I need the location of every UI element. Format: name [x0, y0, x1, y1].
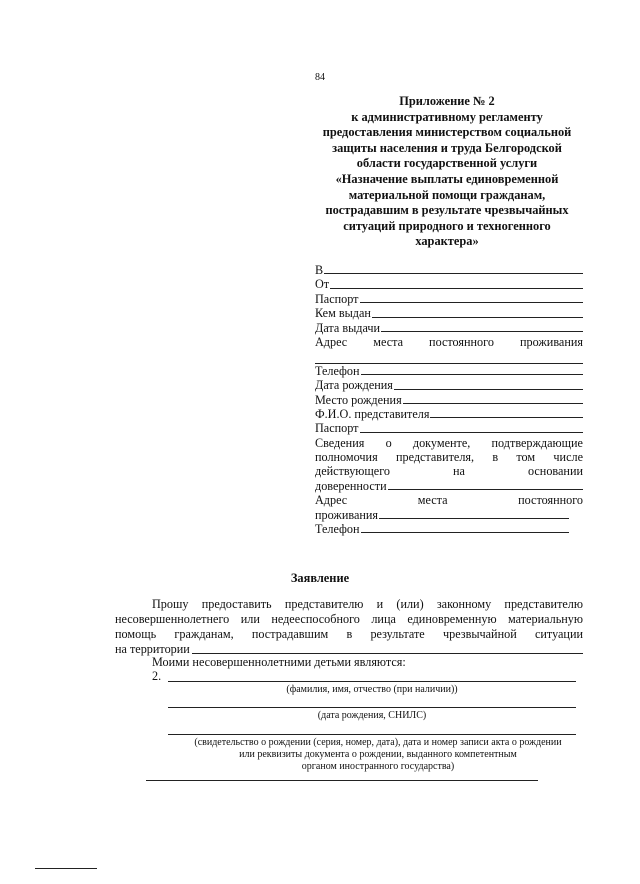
word: полномочия — [315, 450, 378, 465]
word: Адрес — [315, 493, 348, 508]
field-line[interactable] — [324, 273, 583, 274]
field-label: Паспорт — [315, 421, 359, 436]
child-birth-line[interactable] — [168, 707, 576, 708]
field-from[interactable] — [315, 277, 583, 291]
field-line[interactable] — [361, 374, 583, 375]
caption-certificate: органом иностранного государства) — [301, 761, 455, 772]
field-line[interactable] — [360, 432, 584, 433]
field-line[interactable] — [381, 331, 583, 332]
children-intro: Моими несовершеннолетними детьми являются: — [152, 655, 406, 669]
field-line[interactable] — [394, 389, 583, 390]
field-issue-date[interactable] — [315, 321, 583, 335]
appendix-line: к административному регламенту — [351, 109, 543, 124]
footnote-rule — [35, 868, 97, 869]
field-label: Телефон — [315, 363, 360, 378]
field-rep-doc[interactable] — [315, 479, 583, 493]
word: действующего — [315, 464, 390, 479]
appendix-line: ситуаций природного и техногенного — [343, 218, 551, 233]
field-label: на территории — [115, 642, 190, 656]
word: Адрес — [315, 334, 348, 349]
field-label: Паспорт — [315, 291, 359, 306]
statement-body — [115, 597, 583, 657]
field-rep-doc-label — [315, 436, 583, 450]
field-line[interactable] — [430, 417, 583, 418]
field-rep-name[interactable] — [315, 407, 583, 421]
field-birth-date[interactable] — [315, 378, 583, 392]
word: документе, — [412, 435, 471, 450]
appendix-line: предоставления министерством социальной — [322, 125, 572, 140]
field-label: Телефон — [315, 522, 360, 537]
field-label: Место рождения — [315, 392, 402, 407]
field-label: От — [315, 277, 330, 292]
appendix-title: Приложение № 2 — [399, 94, 495, 108]
field-line[interactable] — [388, 489, 583, 490]
word: том — [516, 450, 536, 465]
field-line[interactable] — [403, 403, 583, 404]
word: места — [417, 493, 448, 508]
appendix-line: «Назначение выплаты единовременной — [335, 171, 559, 186]
word: постоянного — [518, 493, 583, 508]
field-label: Ф.И.О. представителя — [315, 406, 430, 421]
field-label: Дата выдачи — [315, 320, 381, 335]
word: постоянного — [429, 334, 494, 349]
field-rep-passport[interactable] — [315, 421, 583, 435]
caption-birth: (дата рождения, СНИЛС) — [317, 710, 427, 721]
bottom-line[interactable] — [146, 780, 538, 781]
appendix-line: материальной помощи гражданам, — [348, 187, 546, 202]
word: числе — [553, 450, 583, 465]
word: в — [492, 450, 499, 465]
field-address-line[interactable] — [315, 349, 583, 363]
field-rep-phone[interactable] — [315, 522, 583, 536]
child-name-line[interactable] — [168, 681, 576, 682]
child-certificate-line[interactable] — [168, 734, 576, 735]
field-line[interactable] — [360, 302, 584, 303]
caption-certificate: или реквизиты документа о рождении, выданного компетентным — [239, 749, 517, 760]
field-label: Кем выдан — [315, 306, 371, 321]
word: представителя, — [395, 450, 475, 465]
field-to[interactable] — [315, 263, 583, 277]
field-rep-doc-label — [315, 450, 583, 464]
caption-certificate: (свидетельство о рождении (серия, номер, дата), дата и номер записи акта о рождении — [194, 737, 562, 748]
statement-line: несовершеннолетнего или недееспособного лица единовременную материальную — [115, 612, 583, 626]
statement-line: Прошу предоставить представителю и (или) законному представителю — [152, 597, 583, 611]
field-rep-residence[interactable] — [315, 508, 583, 522]
applicant-fields — [315, 263, 583, 536]
appendix-line: области государственной услуги — [356, 156, 538, 171]
word: Сведения — [315, 435, 365, 450]
appendix-line: пострадавшим в результате чрезвычайных — [325, 203, 569, 218]
appendix-header — [302, 94, 592, 250]
field-issued-by[interactable] — [315, 306, 583, 320]
word: места — [373, 334, 403, 349]
statement-line: помощь гражданам, пострадавшим в результате чрезвычайной ситуации — [115, 627, 583, 641]
field-label: Дата рождения — [315, 378, 393, 393]
word: подтверждающие — [491, 435, 583, 450]
appendix-line: характера» — [415, 234, 479, 249]
word: основании — [528, 464, 583, 479]
word: проживания — [519, 334, 583, 349]
word: о — [385, 435, 392, 450]
child-number: 2. — [152, 669, 162, 683]
field-label: доверенности — [315, 478, 387, 493]
field-line[interactable] — [361, 532, 569, 533]
word: на — [453, 464, 465, 479]
caption-name: (фамилия, имя, отчество (при наличии)) — [286, 684, 458, 695]
territory-line[interactable] — [192, 653, 583, 654]
field-line[interactable] — [379, 518, 569, 519]
field-rep-doc-label — [315, 464, 583, 478]
field-rep-address-label — [315, 493, 583, 507]
field-passport[interactable] — [315, 292, 583, 306]
field-address-label — [315, 335, 583, 349]
field-birth-place[interactable] — [315, 393, 583, 407]
field-phone[interactable] — [315, 364, 583, 378]
field-label: В — [315, 262, 324, 277]
field-line[interactable] — [330, 288, 583, 289]
field-label: проживания — [315, 507, 379, 522]
page-number: 84 — [315, 72, 325, 83]
statement-title: Заявление — [290, 571, 350, 585]
field-line[interactable] — [372, 317, 583, 318]
appendix-line: защиты населения и труда Белгородской — [332, 140, 562, 155]
